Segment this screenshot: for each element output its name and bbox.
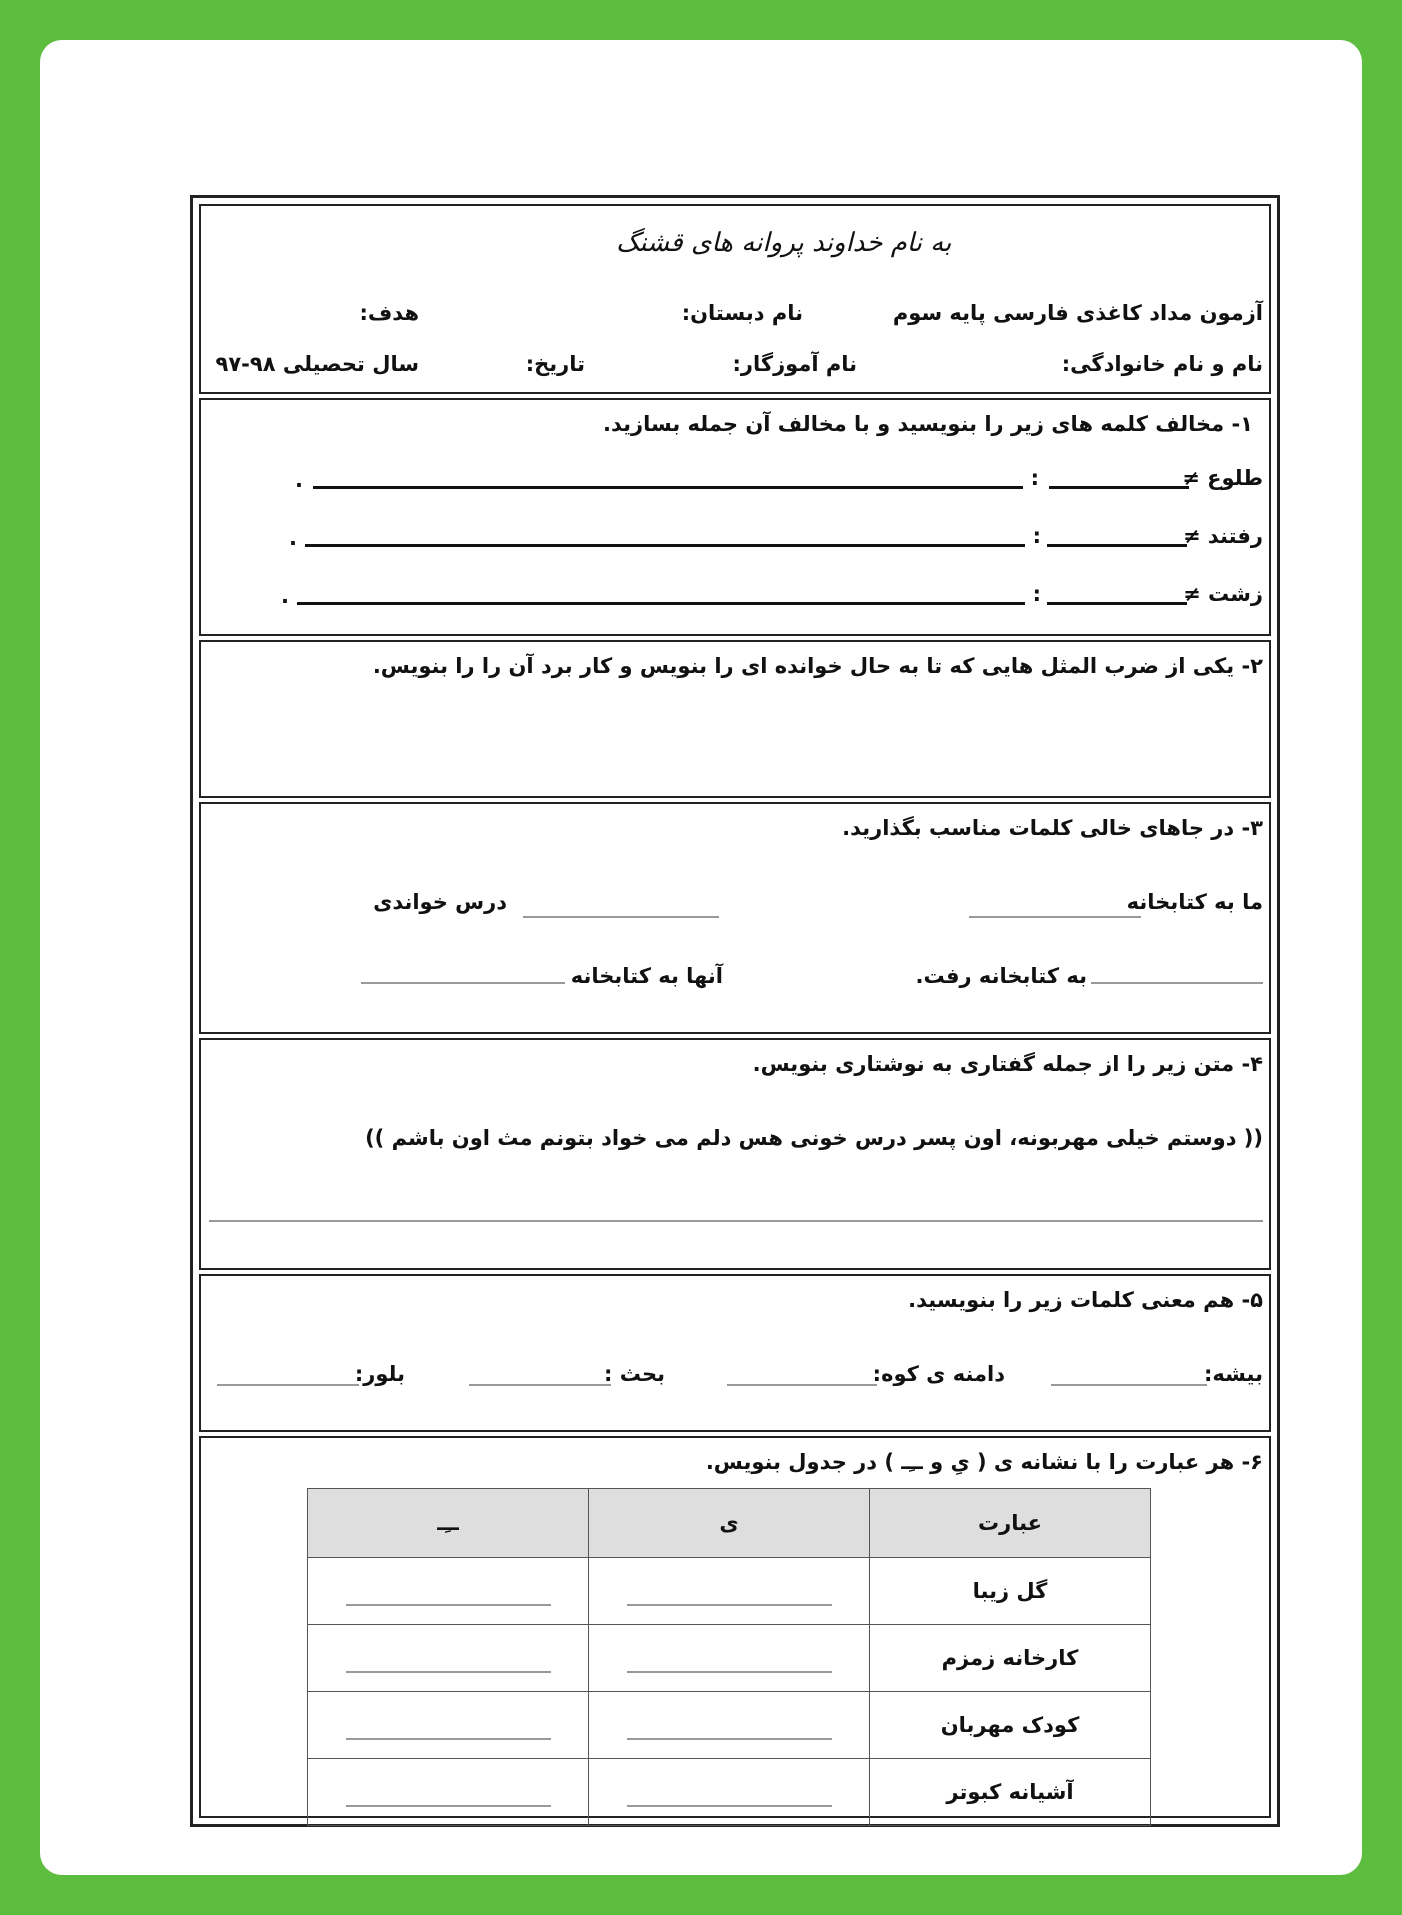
q3-sentence-4: آنها به کتابخانه [570,964,723,988]
question-1 [199,398,1271,636]
q1-sentence-line-1[interactable] [313,486,1023,489]
q5-blank-2[interactable] [727,1384,877,1386]
q6-answer-kasre-3[interactable] [308,1692,589,1759]
q6-phrase-1: گل زیبا [870,1558,1151,1625]
goal-label: هدف: [359,301,419,325]
q6-answer-kasre-1[interactable] [308,1558,589,1625]
q4-answer-line[interactable] [209,1220,1263,1222]
q6-phrase-4: آشیانه کبوتر [870,1759,1151,1826]
q6-answer-kasre-2[interactable] [308,1625,589,1692]
q1-colon-1: : [1030,466,1039,490]
q5-word-2: دامنه ی کوه: [872,1362,1005,1386]
q2-answer-area[interactable] [211,698,1259,786]
q1-antonym-line-2[interactable] [1047,544,1187,547]
q5-word-3: بحث : [604,1362,665,1386]
q6-phrase-2: کارخانه زمزم [870,1625,1151,1692]
q3-sentence-1: ما به کتابخانه [1126,890,1263,914]
q5-blank-1[interactable] [1051,1384,1207,1386]
q6-title: ۶- هر عبارت را با نشانه ی ( یِ و ــِـ ) در جدول بنویس. [705,1450,1263,1474]
question-6 [199,1436,1271,1818]
q5-title: ۵- هم معنی کلمات زیر را بنویسید. [908,1288,1263,1312]
q1-item-3: زشت ≠ [1183,582,1263,606]
q1-item-2: رفتند ≠ [1182,524,1263,548]
q5-blank-3[interactable] [469,1384,611,1386]
q1-antonym-line-3[interactable] [1047,602,1187,605]
question-5 [199,1274,1271,1432]
q1-sentence-line-2[interactable] [305,544,1025,547]
q6-answer-ye-1[interactable] [589,1558,870,1625]
q6-phrase-3: کودک مهربان [870,1692,1151,1759]
table-row [308,1625,1151,1692]
q6-header-kasre: ــِـ [308,1489,589,1558]
school-label: نام دبستان: [681,301,803,325]
q6-answer-kasre-4[interactable] [308,1759,589,1826]
question-2 [199,640,1271,798]
q1-colon-2: : [1032,524,1041,548]
q3-title: ۳- در جاهای خالی کلمات مناسب بگذارید. [842,816,1263,840]
question-4 [199,1038,1271,1270]
q1-item-1: طلوع ≠ [1182,466,1263,490]
q3-sentence-3: به کتابخانه رفت. [915,964,1087,988]
q6-header-ye: ی [589,1489,870,1558]
exam-title: آزمون مداد کاغذی فارسی پایه سوم [892,301,1263,325]
q6-header-phrase: عبارت [870,1489,1151,1558]
basmala: به نام خداوند پروانه های قشنگ [616,228,952,258]
q1-antonym-line-1[interactable] [1049,486,1189,489]
date-label: تاریخ: [525,352,585,376]
q1-dot-2: . [289,526,297,550]
q3-blank-4[interactable] [361,982,565,984]
header-section [199,204,1271,394]
question-3 [199,802,1271,1034]
q1-sentence-line-3[interactable] [297,602,1025,605]
teacher-label: نام آموزگار: [732,352,857,376]
q1-dot-3: . [281,584,289,608]
table-row [308,1558,1151,1625]
q6-answer-ye-3[interactable] [589,1692,870,1759]
q4-quote: (( دوستم خیلی مهربونه، اون پسر درس خونی هس دلم می خواد بتونم مث اون باشم )) [365,1126,1263,1150]
page-card [40,40,1362,1875]
q3-blank-3[interactable] [1091,982,1263,984]
year-label: سال تحصیلی ۹۸-۹۷ [215,352,419,376]
q3-sentence-2: درس خواندی [373,890,507,914]
q6-table [307,1488,1151,1826]
table-row [308,1692,1151,1759]
q5-word-4: بلور: [354,1362,405,1386]
exam-sheet [190,195,1280,1827]
q6-table-header-row [308,1489,1151,1558]
q1-colon-3: : [1032,582,1041,606]
q1-dot-1: . [295,468,303,492]
name-label: نام و نام خانوادگی: [1061,352,1263,376]
q6-answer-ye-2[interactable] [589,1625,870,1692]
q4-title: ۴- متن زیر را از جمله گفتاری به نوشتاری بنویس. [752,1052,1263,1076]
q5-blank-4[interactable] [217,1384,359,1386]
q3-blank-2[interactable] [523,916,719,918]
q1-title: ۱- مخالف کلمه های زیر را بنویسید و با مخالف آن جمله بسازید. [603,412,1253,436]
table-row [308,1759,1151,1826]
q6-answer-ye-4[interactable] [589,1759,870,1826]
q3-blank-1[interactable] [969,916,1141,918]
q2-title: ۲- یکی از ضرب المثل هایی که تا به حال خوانده ای را بنویس و کار برد آن را را بنویس. [372,654,1263,678]
q5-word-1: بیشه: [1204,1362,1263,1386]
